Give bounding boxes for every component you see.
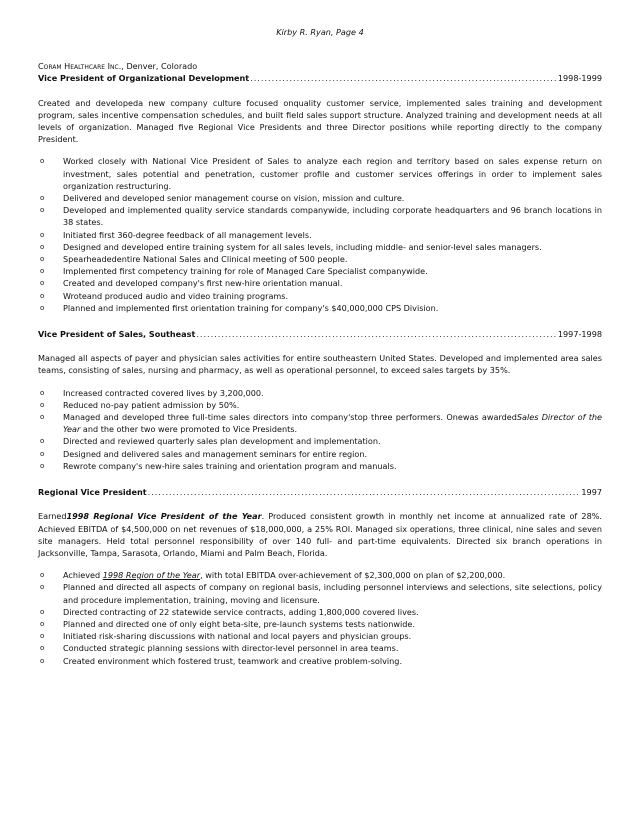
- resume-page: [38, 26, 602, 681]
- role-summary: Created and developeda new company culture focused onquality customer service, implemented sales training and development program, sales incentive compensation schedules, and built field sales support structure. Analyzed training and development needs at all levels of organization. Managed five Regional Vice Presidents and three Director positions while reporting directly to the company President.: [38, 97, 602, 145]
- role-title-line: [38, 328, 602, 340]
- role-dates: 1998-1999: [557, 73, 602, 84]
- bullet-item: o Planned and implemented first orientation training for company's $40,000,000 CPS Division.: [38, 302, 602, 314]
- bullet-item: [38, 569, 602, 581]
- role-bullets: [38, 155, 602, 314]
- dot-leader: [250, 72, 557, 84]
- bullet-item: o Directed contracting of 22 statewide service contracts, adding 1,800,000 covered lives.: [38, 606, 602, 618]
- bullet-item: o Designed and developed entire training system for all sales levels, including middle- and senior-level sales managers.: [38, 241, 602, 253]
- role-title-line: [38, 72, 602, 84]
- bullet-item: o Created and developed company's first new-hire orientation manual.: [38, 277, 602, 289]
- company-line: [38, 60, 602, 72]
- bullet-text-tail: and the other two were promoted to Vice Presidents.: [80, 424, 298, 435]
- role-title-line: [38, 486, 602, 498]
- role-dates: 1997: [581, 487, 602, 498]
- role-title: Regional Vice President: [38, 487, 147, 498]
- bullet-item: o Rewrote company's new-hire sales training and orientation program and manuals.: [38, 460, 602, 472]
- award-name: 1998 Region of the Year: [102, 570, 201, 581]
- award-name: 1998 Regional Vice President of the Year: [66, 511, 262, 522]
- company-name: Coram Healthcare Inc.: [38, 61, 122, 72]
- role-dates: 1997-1998: [557, 329, 602, 340]
- bullet-item: o Developed and implemented quality service standards companywide, including corporate headquarters and 96 branch locations in 38 states.: [38, 204, 602, 228]
- bullet-item: o Created environment which fostered trust, teamwork and creative problem-solving.: [38, 655, 602, 667]
- summary-lead: Earned: [38, 511, 67, 522]
- bullet-item: o Initiated first 360-degree feedback of all management levels.: [38, 229, 602, 241]
- bullet-item: o Delivered and developed senior management course on vision, mission and culture.: [38, 192, 602, 204]
- bullet-item: o Initiated risk-sharing discussions with national and local payers and physician groups.: [38, 630, 602, 642]
- bullet-item: o Conducted strategic planning sessions with director-level personnel in area teams.: [38, 642, 602, 654]
- bullet-item: o Spearheadedentire National Sales and Clinical meeting of 500 people.: [38, 253, 602, 265]
- role-bullets: [38, 387, 602, 472]
- bullet-item: o Worked closely with National Vice President of Sales to analyze each region and territory based on sales expense return on investment, sales potential and penetration, customer profile and customer services offerings in order to implement sales organization restructuring.: [38, 155, 602, 192]
- bullet-item: o Planned and directed all aspects of company on regional basis, including personnel interviews and selections, site selections, policy and procedure implementation, training, moving and licensure.: [38, 581, 602, 605]
- role-title: Vice President of Organizational Development: [38, 73, 250, 84]
- bullet-item: [38, 411, 602, 435]
- bullet-text: Achieved: [63, 570, 103, 581]
- bullet-item: o Planned and directed one of only eight beta-site, pre-launch systems tests nationwide.: [38, 618, 602, 630]
- bullet-item: o Increased contracted covered lives by 3,200,000.: [38, 387, 602, 399]
- page-header: Kirby R. Ryan, Page 4: [276, 27, 364, 37]
- dot-leader: [196, 328, 557, 340]
- bullet-item: o Designed and delivered sales and management seminars for entire region.: [38, 448, 602, 460]
- role-summary: Managed all aspects of payer and physician sales activities for entire southeastern United States. Developed and implemented area sales teams, consisting of sales, nursing and pharmacy, as well as operational personnel, to exceed sales targets by 35%.: [38, 353, 602, 376]
- bullet-text-tail: , with total EBITDA over-achievement of $2,300,000 on plan of $2,200,000.: [200, 570, 506, 581]
- bullet-item: o Implemented first competency training for role of Managed Care Specialist companywide.: [38, 265, 602, 277]
- award-name: Sales Director of the Year: [63, 412, 602, 435]
- bullet-item: o Directed and reviewed quarterly sales plan development and implementation.: [38, 435, 602, 447]
- company-location: , Denver, Colorado: [121, 61, 198, 72]
- dot-leader: [148, 486, 581, 498]
- role-bullets: [38, 569, 602, 667]
- bullet-item: o Wroteand produced audio and video training programs.: [38, 290, 602, 302]
- bullet-text: Managed and developed three full-time sales directors into company'stop three performers. Onewas awarded: [63, 412, 517, 423]
- summary-text: . Produced consistent growth in monthly net income at annualized rate of 28%. Achieved EBITDA of $4,500,000 on net revenues of $18,000,000, a 25% ROI. Managed six operations, three clinical, nine sales and seven site managers. Held total personnel responsibility of over 140 full- and part-time equivalents. Directed six branch operations in Jacksonville, Tampa, Sarasota, Orlando, Miami and Palm Beach, Florida.: [38, 511, 602, 558]
- role-title: Vice President of Sales, Southeast: [38, 329, 196, 340]
- role-summary: [38, 510, 602, 559]
- bullet-item: o Reduced no-pay patient admission by 50%.: [38, 399, 602, 411]
